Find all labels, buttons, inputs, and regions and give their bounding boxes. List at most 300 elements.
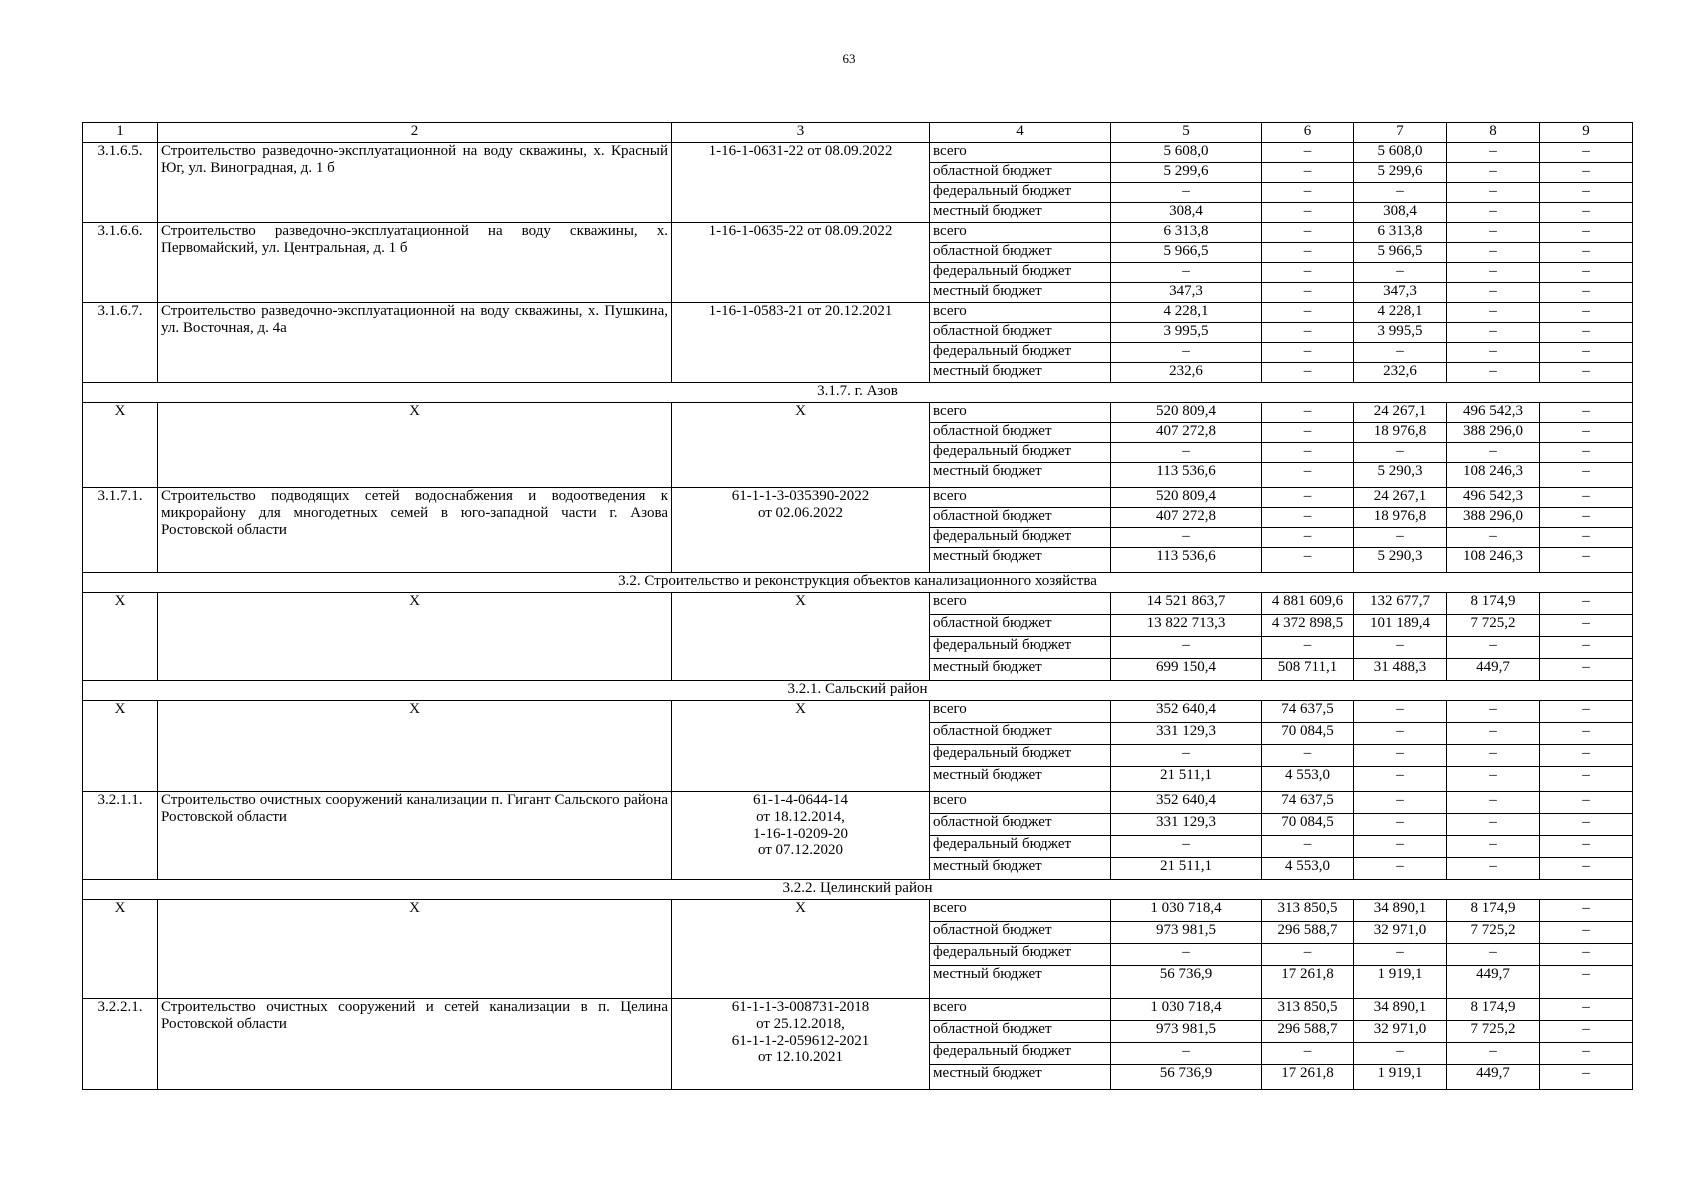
amount-cell: 496 542,3 xyxy=(1447,488,1540,508)
section-row xyxy=(83,383,1633,403)
amount-cell: – xyxy=(1540,303,1633,323)
document-number: 1-16-1-0631-22 от 08.09.2022 xyxy=(672,143,930,223)
funding-source: всего xyxy=(930,701,1111,723)
funding-source: местный бюджет xyxy=(930,966,1111,999)
funding-source: местный бюджет xyxy=(930,1065,1111,1090)
amount-cell: – xyxy=(1354,814,1447,836)
item-name: Строительство разведочно-эксплуатационной на воду скважины, х. Первомайский, ул. Центральная, д. 1 б xyxy=(158,223,672,303)
document-number-line: 61-1-1-3-008731-2018 xyxy=(731,999,870,1015)
amount-cell: 24 267,1 xyxy=(1354,488,1447,508)
amount-cell: – xyxy=(1111,528,1262,548)
funding-source: федеральный бюджет xyxy=(930,343,1111,363)
amount-cell: – xyxy=(1540,659,1633,681)
amount-cell: – xyxy=(1447,303,1540,323)
amount-cell: – xyxy=(1540,508,1633,528)
amount-cell: – xyxy=(1540,203,1633,223)
funding-source: областной бюджет xyxy=(930,423,1111,443)
amount-cell: – xyxy=(1540,922,1633,944)
amount-cell: – xyxy=(1540,423,1633,443)
amount-cell: – xyxy=(1447,528,1540,548)
budget-table xyxy=(82,122,1633,1090)
amount-cell: 520 809,4 xyxy=(1111,488,1262,508)
amount-cell: – xyxy=(1447,183,1540,203)
amount-cell: – xyxy=(1262,423,1354,443)
amount-cell: – xyxy=(1262,163,1354,183)
table-row xyxy=(83,143,1633,163)
amount-cell: – xyxy=(1540,593,1633,615)
x-marker: Х xyxy=(672,403,930,488)
amount-cell: – xyxy=(1262,343,1354,363)
funding-source: федеральный бюджет xyxy=(930,183,1111,203)
document-number-line: от 12.10.2021 xyxy=(757,1049,844,1066)
amount-cell: – xyxy=(1540,1021,1633,1043)
amount-cell: – xyxy=(1540,745,1633,767)
amount-cell: 508 711,1 xyxy=(1262,659,1354,681)
amount-cell: – xyxy=(1262,203,1354,223)
amount-cell: 24 267,1 xyxy=(1354,403,1447,423)
amount-cell: – xyxy=(1262,488,1354,508)
funding-source: всего xyxy=(930,792,1111,814)
funding-source: всего xyxy=(930,403,1111,423)
amount-cell: 8 174,9 xyxy=(1447,593,1540,615)
funding-source: всего xyxy=(930,303,1111,323)
amount-cell: 352 640,4 xyxy=(1111,701,1262,723)
amount-cell: 388 296,0 xyxy=(1447,423,1540,443)
funding-source: местный бюджет xyxy=(930,203,1111,223)
x-marker: Х xyxy=(158,701,672,792)
amount-cell: – xyxy=(1540,999,1633,1021)
amount-cell: – xyxy=(1262,548,1354,573)
amount-cell: 449,7 xyxy=(1447,966,1540,999)
amount-cell: 13 822 713,3 xyxy=(1111,615,1262,637)
x-marker: Х xyxy=(83,701,158,792)
amount-cell: – xyxy=(1447,263,1540,283)
amount-cell: – xyxy=(1540,1065,1633,1090)
amount-cell: – xyxy=(1262,1043,1354,1065)
funding-source: областной бюджет xyxy=(930,1021,1111,1043)
table-row xyxy=(83,593,1633,615)
amount-cell: 5 290,3 xyxy=(1354,463,1447,488)
amount-cell: 34 890,1 xyxy=(1354,999,1447,1021)
amount-cell: – xyxy=(1354,183,1447,203)
amount-cell: – xyxy=(1262,263,1354,283)
funding-source: местный бюджет xyxy=(930,659,1111,681)
amount-cell: 31 488,3 xyxy=(1354,659,1447,681)
amount-cell: – xyxy=(1447,283,1540,303)
table-row xyxy=(83,900,1633,922)
item-number: 3.1.7.1. xyxy=(83,488,158,573)
amount-cell: – xyxy=(1447,792,1540,814)
amount-cell: – xyxy=(1262,637,1354,659)
amount-cell: 5 299,6 xyxy=(1111,163,1262,183)
table-row xyxy=(83,999,1633,1021)
amount-cell: – xyxy=(1447,143,1540,163)
amount-cell: – xyxy=(1111,944,1262,966)
amount-cell: – xyxy=(1447,723,1540,745)
amount-cell: – xyxy=(1111,836,1262,858)
amount-cell: 5 608,0 xyxy=(1354,143,1447,163)
amount-cell: – xyxy=(1540,900,1633,922)
amount-cell: – xyxy=(1540,548,1633,573)
amount-cell: 3 995,5 xyxy=(1354,323,1447,343)
amount-cell: – xyxy=(1262,303,1354,323)
amount-cell: – xyxy=(1540,463,1633,488)
x-marker: Х xyxy=(83,403,158,488)
amount-cell: – xyxy=(1540,343,1633,363)
amount-cell: 5 299,6 xyxy=(1354,163,1447,183)
item-name: Строительство очистных сооружений и сетей канализации в п. Целина Ростовской области xyxy=(158,999,672,1090)
column-header: 9 xyxy=(1540,123,1633,143)
amount-cell: 4 881 609,6 xyxy=(1262,593,1354,615)
amount-cell: 113 536,6 xyxy=(1111,463,1262,488)
document-number xyxy=(672,999,930,1090)
document-number: 1-16-1-0635-22 от 08.09.2022 xyxy=(672,223,930,303)
amount-cell: 74 637,5 xyxy=(1262,792,1354,814)
funding-source: областной бюджет xyxy=(930,922,1111,944)
funding-source: местный бюджет xyxy=(930,363,1111,383)
document-number-line: 61-1-4-0644-14 xyxy=(753,792,848,808)
amount-cell: 34 890,1 xyxy=(1354,900,1447,922)
x-marker: Х xyxy=(83,900,158,999)
item-name: Строительство очистных сооружений канализации п. Гигант Сальского района Ростовской области xyxy=(158,792,672,880)
amount-cell: 5 608,0 xyxy=(1111,143,1262,163)
amount-cell: – xyxy=(1447,363,1540,383)
amount-cell: – xyxy=(1540,701,1633,723)
x-marker: Х xyxy=(158,593,672,681)
amount-cell: – xyxy=(1540,283,1633,303)
amount-cell: – xyxy=(1540,403,1633,423)
amount-cell: – xyxy=(1262,836,1354,858)
funding-source: федеральный бюджет xyxy=(930,745,1111,767)
amount-cell: 101 189,4 xyxy=(1354,615,1447,637)
amount-cell: 17 261,8 xyxy=(1262,966,1354,999)
item-number: 3.2.2.1. xyxy=(83,999,158,1090)
amount-cell: – xyxy=(1540,243,1633,263)
amount-cell: 7 725,2 xyxy=(1447,922,1540,944)
funding-source: областной бюджет xyxy=(930,814,1111,836)
amount-cell: – xyxy=(1447,163,1540,183)
funding-source: федеральный бюджет xyxy=(930,1043,1111,1065)
funding-source: федеральный бюджет xyxy=(930,637,1111,659)
amount-cell: – xyxy=(1447,745,1540,767)
funding-source: областной бюджет xyxy=(930,323,1111,343)
amount-cell: – xyxy=(1262,223,1354,243)
amount-cell: – xyxy=(1540,637,1633,659)
amount-cell: – xyxy=(1540,792,1633,814)
amount-cell: – xyxy=(1111,1043,1262,1065)
document-number-line: от 02.06.2022 xyxy=(757,504,844,521)
section-title: 3.2.1. Сальский район xyxy=(83,681,1633,701)
amount-cell: – xyxy=(1447,836,1540,858)
amount-cell: – xyxy=(1354,723,1447,745)
amount-cell: 8 174,9 xyxy=(1447,900,1540,922)
amount-cell: 331 129,3 xyxy=(1111,723,1262,745)
funding-source: областной бюджет xyxy=(930,723,1111,745)
amount-cell: – xyxy=(1262,944,1354,966)
funding-source: всего xyxy=(930,900,1111,922)
amount-cell: – xyxy=(1354,944,1447,966)
amount-cell: – xyxy=(1540,183,1633,203)
amount-cell: – xyxy=(1111,745,1262,767)
amount-cell: – xyxy=(1262,508,1354,528)
amount-cell: 313 850,5 xyxy=(1262,900,1354,922)
column-header: 2 xyxy=(158,123,672,143)
amount-cell: 6 313,8 xyxy=(1354,223,1447,243)
amount-cell: 18 976,8 xyxy=(1354,508,1447,528)
amount-cell: – xyxy=(1540,836,1633,858)
amount-cell: 520 809,4 xyxy=(1111,403,1262,423)
amount-cell: 108 246,3 xyxy=(1447,463,1540,488)
amount-cell: 699 150,4 xyxy=(1111,659,1262,681)
amount-cell: – xyxy=(1262,443,1354,463)
document-number-line: от 07.12.2020 xyxy=(757,842,844,859)
amount-cell: – xyxy=(1447,944,1540,966)
funding-source: всего xyxy=(930,488,1111,508)
item-number: 3.1.6.5. xyxy=(83,143,158,223)
amount-cell: – xyxy=(1354,858,1447,880)
column-header: 3 xyxy=(672,123,930,143)
funding-source: областной бюджет xyxy=(930,163,1111,183)
amount-cell: – xyxy=(1540,363,1633,383)
funding-source: местный бюджет xyxy=(930,283,1111,303)
amount-cell: – xyxy=(1447,203,1540,223)
page-number: 63 xyxy=(842,51,856,66)
section-row xyxy=(83,880,1633,900)
amount-cell: 449,7 xyxy=(1447,1065,1540,1090)
amount-cell: 70 084,5 xyxy=(1262,723,1354,745)
amount-cell: 4 228,1 xyxy=(1111,303,1262,323)
funding-source: федеральный бюджет xyxy=(930,944,1111,966)
amount-cell: – xyxy=(1540,944,1633,966)
amount-cell: 308,4 xyxy=(1354,203,1447,223)
amount-cell: 113 536,6 xyxy=(1111,548,1262,573)
amount-cell: – xyxy=(1262,745,1354,767)
amount-cell: 1 919,1 xyxy=(1354,966,1447,999)
item-number: 3.1.6.6. xyxy=(83,223,158,303)
column-header: 7 xyxy=(1354,123,1447,143)
amount-cell: 407 272,8 xyxy=(1111,508,1262,528)
amount-cell: 56 736,9 xyxy=(1111,966,1262,999)
section-row xyxy=(83,573,1633,593)
amount-cell: – xyxy=(1262,403,1354,423)
amount-cell: – xyxy=(1447,323,1540,343)
amount-cell: 496 542,3 xyxy=(1447,403,1540,423)
amount-cell: – xyxy=(1540,223,1633,243)
document-number-line: 61-1-1-3-035390-2022 xyxy=(731,488,870,504)
amount-cell: 232,6 xyxy=(1354,363,1447,383)
amount-cell: – xyxy=(1540,528,1633,548)
amount-cell: – xyxy=(1262,283,1354,303)
amount-cell: – xyxy=(1447,443,1540,463)
amount-cell: 1 030 718,4 xyxy=(1111,900,1262,922)
column-header: 6 xyxy=(1262,123,1354,143)
document-number xyxy=(672,792,930,880)
amount-cell: 17 261,8 xyxy=(1262,1065,1354,1090)
item-number: 3.2.1.1. xyxy=(83,792,158,880)
amount-cell: – xyxy=(1354,528,1447,548)
item-name: Строительство подводящих сетей водоснабжения и водоотведения к микрорайону для многодетных семей в юго-западной части г. Азова Ростовской области xyxy=(158,488,672,573)
amount-cell: – xyxy=(1447,701,1540,723)
amount-cell: 347,3 xyxy=(1354,283,1447,303)
amount-cell: 449,7 xyxy=(1447,659,1540,681)
section-title: 3.1.7. г. Азов xyxy=(83,383,1633,403)
section-title: 3.2.2. Целинский район xyxy=(83,880,1633,900)
amount-cell: 1 030 718,4 xyxy=(1111,999,1262,1021)
amount-cell: 21 511,1 xyxy=(1111,767,1262,792)
amount-cell: – xyxy=(1447,243,1540,263)
funding-source: областной бюджет xyxy=(930,508,1111,528)
amount-cell: – xyxy=(1540,323,1633,343)
amount-cell: – xyxy=(1262,143,1354,163)
amount-cell: 32 971,0 xyxy=(1354,1021,1447,1043)
amount-cell: – xyxy=(1540,966,1633,999)
funding-source: федеральный бюджет xyxy=(930,836,1111,858)
amount-cell: – xyxy=(1540,767,1633,792)
amount-cell: – xyxy=(1111,263,1262,283)
amount-cell: 7 725,2 xyxy=(1447,1021,1540,1043)
funding-source: федеральный бюджет xyxy=(930,263,1111,283)
document-number: 1-16-1-0583-21 от 20.12.2021 xyxy=(672,303,930,383)
amount-cell: – xyxy=(1262,243,1354,263)
x-marker: Х xyxy=(158,900,672,999)
funding-source: местный бюджет xyxy=(930,463,1111,488)
section-row xyxy=(83,681,1633,701)
funding-source: местный бюджет xyxy=(930,548,1111,573)
amount-cell: 313 850,5 xyxy=(1262,999,1354,1021)
amount-cell: 1 919,1 xyxy=(1354,1065,1447,1090)
amount-cell: – xyxy=(1540,723,1633,745)
x-marker: Х xyxy=(672,593,930,681)
amount-cell: 3 995,5 xyxy=(1111,323,1262,343)
amount-cell: 56 736,9 xyxy=(1111,1065,1262,1090)
amount-cell: – xyxy=(1540,163,1633,183)
item-name: Строительство разведочно-эксплуатационной на воду скважины, х. Красный Юг, ул. Виноградная, д. 1 б xyxy=(158,143,672,223)
funding-source: местный бюджет xyxy=(930,767,1111,792)
amount-cell: – xyxy=(1262,183,1354,203)
amount-cell: – xyxy=(1447,343,1540,363)
section-title: 3.2. Строительство и реконструкция объектов канализационного хозяйства xyxy=(83,573,1633,593)
document-number-line: 61-1-1-2-059612-2021 xyxy=(731,1032,870,1049)
funding-source: местный бюджет xyxy=(930,858,1111,880)
amount-cell: 14 521 863,7 xyxy=(1111,593,1262,615)
amount-cell: – xyxy=(1540,143,1633,163)
amount-cell: – xyxy=(1354,792,1447,814)
table-row xyxy=(83,488,1633,508)
amount-cell: – xyxy=(1354,637,1447,659)
column-header: 5 xyxy=(1111,123,1262,143)
amount-cell: – xyxy=(1354,263,1447,283)
amount-cell: – xyxy=(1111,637,1262,659)
x-marker: Х xyxy=(83,593,158,681)
amount-cell: – xyxy=(1540,1043,1633,1065)
amount-cell: 973 981,5 xyxy=(1111,922,1262,944)
table-row xyxy=(83,792,1633,814)
column-header: 4 xyxy=(930,123,1111,143)
amount-cell: – xyxy=(1262,528,1354,548)
item-number: 3.1.6.7. xyxy=(83,303,158,383)
amount-cell: 32 971,0 xyxy=(1354,922,1447,944)
amount-cell: 4 553,0 xyxy=(1262,858,1354,880)
funding-source: всего xyxy=(930,593,1111,615)
amount-cell: 18 976,8 xyxy=(1354,423,1447,443)
document-number-line: от 18.12.2014, xyxy=(756,808,845,825)
amount-cell: 4 228,1 xyxy=(1354,303,1447,323)
amount-cell: – xyxy=(1447,223,1540,243)
amount-cell: 5 966,5 xyxy=(1111,243,1262,263)
item-name: Строительство разведочно-эксплуатационной на воду скважины, х. Пушкина, ул. Восточная, д. 4а xyxy=(158,303,672,383)
amount-cell: – xyxy=(1447,858,1540,880)
amount-cell: 973 981,5 xyxy=(1111,1021,1262,1043)
x-marker: Х xyxy=(158,403,672,488)
amount-cell: 388 296,0 xyxy=(1447,508,1540,528)
x-marker: Х xyxy=(672,900,930,999)
amount-cell: – xyxy=(1540,443,1633,463)
table-row xyxy=(83,701,1633,723)
amount-cell: – xyxy=(1354,767,1447,792)
funding-source: федеральный бюджет xyxy=(930,528,1111,548)
amount-cell: 347,3 xyxy=(1111,283,1262,303)
column-header: 8 xyxy=(1447,123,1540,143)
amount-cell: – xyxy=(1262,323,1354,343)
funding-source: федеральный бюджет xyxy=(930,443,1111,463)
table-row xyxy=(83,223,1633,243)
amount-cell: 296 588,7 xyxy=(1262,1021,1354,1043)
amount-cell: 331 129,3 xyxy=(1111,814,1262,836)
amount-cell: 4 553,0 xyxy=(1262,767,1354,792)
amount-cell: 8 174,9 xyxy=(1447,999,1540,1021)
amount-cell: 132 677,7 xyxy=(1354,593,1447,615)
column-header: 1 xyxy=(83,123,158,143)
amount-cell: – xyxy=(1447,637,1540,659)
amount-cell: – xyxy=(1262,363,1354,383)
funding-source: всего xyxy=(930,999,1111,1021)
amount-cell: – xyxy=(1354,701,1447,723)
amount-cell: – xyxy=(1354,745,1447,767)
amount-cell: – xyxy=(1111,183,1262,203)
amount-cell: – xyxy=(1111,343,1262,363)
amount-cell: 70 084,5 xyxy=(1262,814,1354,836)
amount-cell: 108 246,3 xyxy=(1447,548,1540,573)
funding-source: всего xyxy=(930,143,1111,163)
amount-cell: – xyxy=(1447,767,1540,792)
funding-source: всего xyxy=(930,223,1111,243)
amount-cell: 5 290,3 xyxy=(1354,548,1447,573)
amount-cell: – xyxy=(1540,615,1633,637)
amount-cell: 296 588,7 xyxy=(1262,922,1354,944)
amount-cell: 21 511,1 xyxy=(1111,858,1262,880)
x-marker: Х xyxy=(672,701,930,792)
amount-cell: – xyxy=(1354,443,1447,463)
header-row xyxy=(83,123,1633,143)
amount-cell: – xyxy=(1447,1043,1540,1065)
amount-cell: – xyxy=(1447,814,1540,836)
amount-cell: – xyxy=(1111,443,1262,463)
amount-cell: 7 725,2 xyxy=(1447,615,1540,637)
amount-cell: – xyxy=(1354,836,1447,858)
amount-cell: – xyxy=(1540,263,1633,283)
document-number xyxy=(672,488,930,573)
amount-cell: – xyxy=(1354,343,1447,363)
amount-cell: 352 640,4 xyxy=(1111,792,1262,814)
amount-cell: – xyxy=(1540,858,1633,880)
table-row xyxy=(83,303,1633,323)
document-number-line: 1-16-1-0209-20 xyxy=(753,825,848,842)
amount-cell: 74 637,5 xyxy=(1262,701,1354,723)
table-row xyxy=(83,403,1633,423)
amount-cell: – xyxy=(1354,1043,1447,1065)
amount-cell: 5 966,5 xyxy=(1354,243,1447,263)
amount-cell: – xyxy=(1540,488,1633,508)
